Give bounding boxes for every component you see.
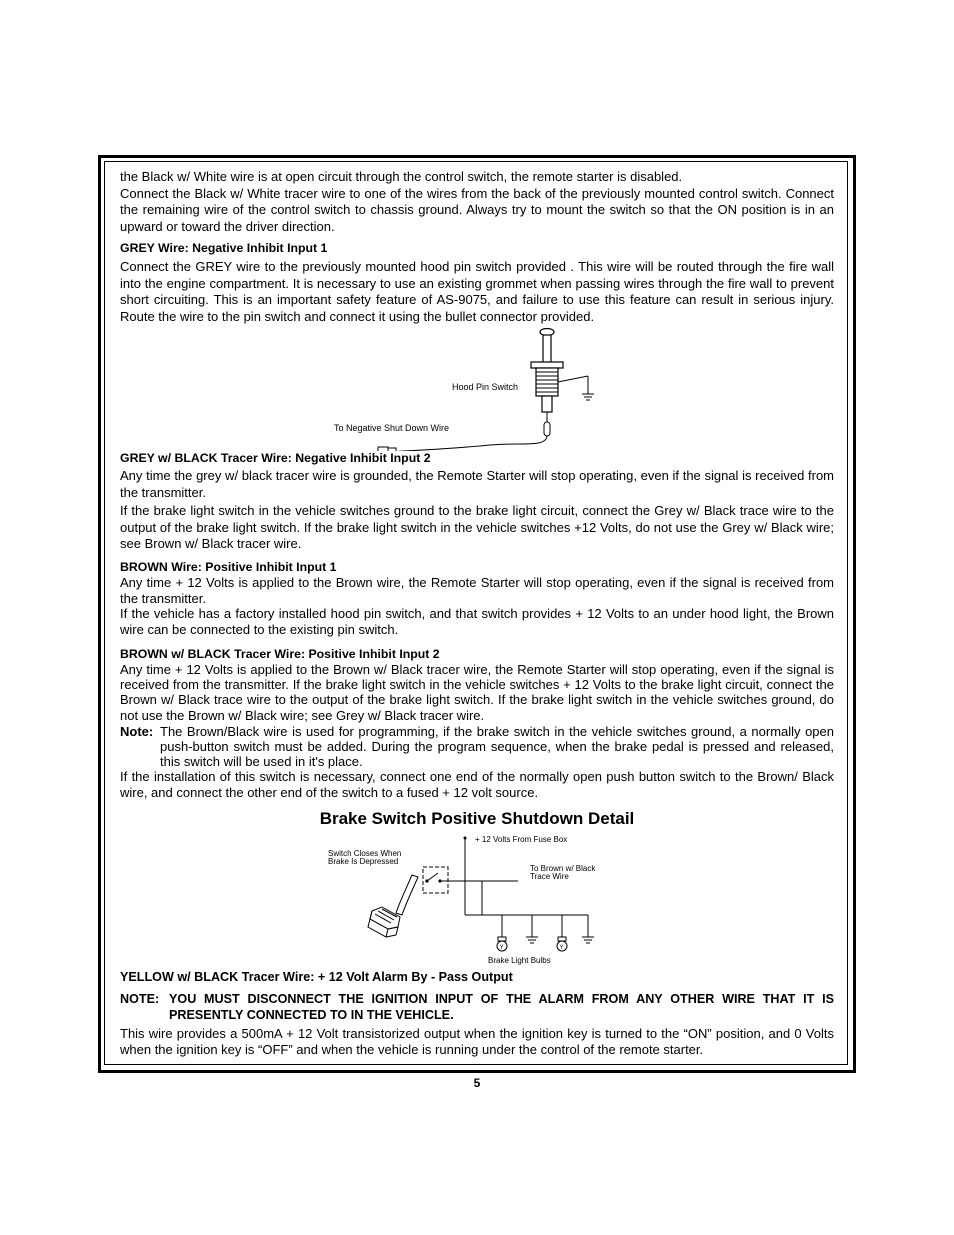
- grey-black-heading: GREY w/ BLACK Tracer Wire: Negative Inhibit Input 2: [120, 451, 431, 465]
- brown-black-after-note: If the installation of this switch is necessary, connect one end of the normally open push button switch to the Brown/ Black wire, and connect the other end of the switch to a fused + 12 volt source.: [120, 769, 834, 801]
- yellow-note: [120, 991, 834, 1024]
- negative-shut-down-label: To Negative Shut Down Wire: [334, 423, 450, 433]
- yellow-note-body: YOU MUST DISCONNECT THE IGNITION INPUT OF THE ALARM FROM ANY OTHER WIRE THAT IT IS PRESENTLY CONNECTED TO IN THE VEHICLE.: [169, 992, 834, 1023]
- fuse-label: + 12 Volts From Fuse Box: [475, 835, 568, 844]
- brown-black-section: [120, 646, 834, 801]
- brake-light-bulb-right-icon: [557, 937, 567, 951]
- intro-paragraph-2: Connect the Black w/ White tracer wire to one of the wires from the back of the previously mounted control switch. Connect the remaining wire of the control switch to chassis ground. Always try to mount the switch so that the ON position is in an upward or toward the driver direction.: [120, 185, 834, 234]
- pin-shaft: [543, 335, 551, 363]
- grey-black-section: [120, 450, 834, 553]
- note-label: Note:: [120, 723, 154, 739]
- pin-threaded-body: [536, 368, 558, 396]
- brown-wire-heading: BROWN Wire: Positive Inhibit Input 1: [120, 560, 337, 574]
- brake-detail-title: Brake Switch Positive Shutdown Detail: [319, 809, 635, 828]
- yellow-wire-section: [120, 969, 834, 1059]
- intro-paragraph-1: the Black w/ White wire is at open circuit through the control switch, the remote starter is disabled.: [120, 169, 683, 184]
- ground-symbol: [582, 394, 594, 400]
- brown-black-heading: BROWN w/ BLACK Tracer Wire: Positive Inhibit Input 2: [120, 647, 440, 661]
- switch-label-line-2: Brake Is Depressed: [328, 857, 399, 866]
- intro-section: [120, 169, 834, 235]
- brake-bulbs-label: Brake Light Bulbs: [488, 956, 551, 965]
- hood-pin-switch-diagram: [320, 326, 620, 451]
- grey-wire-heading: GREY Wire: Negative Inhibit Input 1: [120, 241, 328, 255]
- brown-wire-body-1: Any time + 12 Volts is applied to the Brown wire, the Remote Starter will stop operating, even if the signal is received from the transmitter.: [120, 575, 834, 606]
- page-number: 5: [473, 1076, 481, 1090]
- switch-label-line-1: Switch Closes When: [328, 849, 402, 858]
- brown-black-body: Any time + 12 Volts is applied to the Brown w/ Black tracer wire, the Remote Starter will stop operating, even if the signal is received from the transmitter. If the brake light switch in the vehicle switches + 12 Volts to the brake light circuit, connect the Brown w/ Black trace wire to the output of the brake light switch. If the brake light switch in the vehicle switches ground, do not use the Brown w/ Black wire; see Grey w/ Black tracer wire.: [120, 662, 834, 723]
- tracer-label-line-2: Trace Wire: [530, 872, 569, 881]
- brake-pedal-icon: [368, 875, 418, 937]
- yellow-note-label: NOTE:: [120, 992, 160, 1006]
- brown-wire-section: [120, 559, 834, 637]
- grey-wire-body: Connect the GREY wire to the previously mounted hood pin switch provided . This wire will be routed through the fire wall into the engine compartment. It is necessary to use an existing grommet when passing wires through the fire wall to prevent short circuiting. This is an important safety feature of AS-9075, and failure to use this feature can result in serious injury. Route the wire to the pin switch and connect it using the bullet connector provided.: [120, 259, 834, 324]
- brown-wire-body-2: If the vehicle has a factory installed hood pin switch, and that switch provides + 12 Volts to an under hood light, the Brown wire can be connected to the existing pin switch.: [120, 606, 834, 637]
- hood-pin-switch-label: Hood Pin Switch: [452, 382, 519, 392]
- grey-black-body-2: If the brake light switch in the vehicle switches ground to the brake light circuit, connect the Grey w/ Black trace wire to the output of the brake light switch. If the brake light switch in the vehicle switches +12 Volts, do not use the Grey w/ Black wire; see Brown w/ Black tracer wire.: [120, 503, 834, 552]
- ground-left-icon: [526, 937, 538, 943]
- tracer-label-line-1: To Brown w/ Black: [530, 864, 596, 873]
- grey-wire-section: [120, 240, 834, 325]
- brown-black-note: [120, 724, 834, 770]
- note-body: The Brown/Black wire is used for programming, if the brake switch in the vehicle switches ground, a normally open push-button switch must be added. During the program sequence, when the brake pedal is pressed and released, this switch will be used in it's place.: [160, 723, 834, 770]
- svg-text:Y: Y: [559, 945, 564, 951]
- brake-switch-diagram: [320, 833, 620, 965]
- yellow-wire-body: This wire provides a 500mA + 12 Volt transistorized output when the ignition key is turned to the “ON” position, and 0 Volts when the ignition key is “OFF” and when the vehicle is running under the control of the remote starter.: [120, 1025, 834, 1058]
- yellow-wire-heading: YELLOW w/ BLACK Tracer Wire: + 12 Volt Alarm By - Pass Output: [120, 970, 513, 984]
- svg-text:Y: Y: [499, 945, 504, 951]
- grey-black-body-1: Any time the grey w/ black tracer wire is grounded, the Remote Starter will stop operating, even if the signal is received from the transmitter.: [120, 468, 834, 500]
- brake-light-bulb-left-icon: [497, 937, 507, 951]
- ground-right-icon: [582, 937, 594, 943]
